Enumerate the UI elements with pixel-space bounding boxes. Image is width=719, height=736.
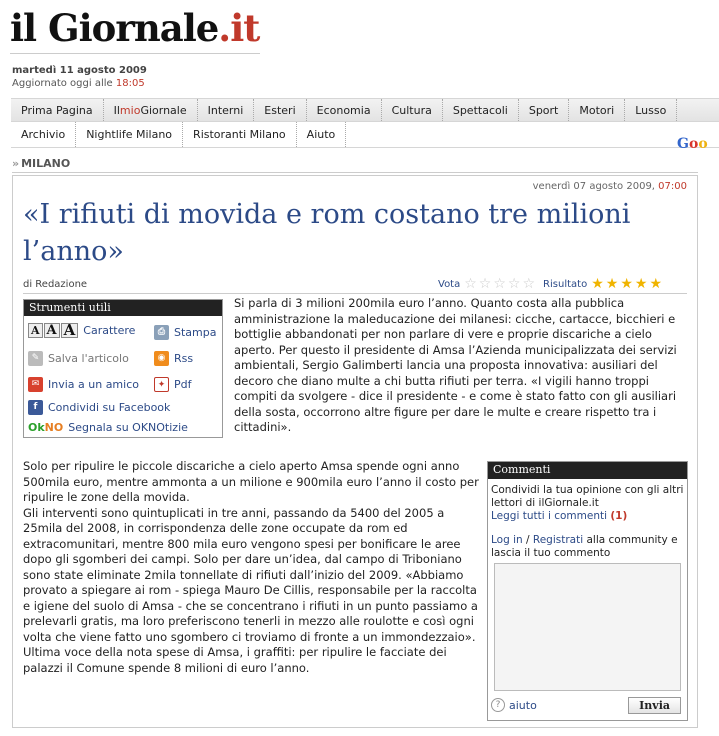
nav-spettacoli[interactable]: Spettacoli	[443, 99, 519, 121]
oknotizie-icon	[28, 421, 63, 434]
help-link[interactable]	[491, 698, 537, 712]
article-container	[12, 175, 698, 728]
article-date	[533, 181, 687, 192]
rss-icon: ◉	[154, 351, 169, 366]
vote-star-icon[interactable]: ☆	[507, 276, 521, 292]
facebook-icon: f	[28, 400, 43, 415]
okno-no-text: NO	[44, 421, 64, 434]
printer-icon: ⎙	[154, 325, 169, 340]
article-body-lower	[23, 459, 481, 676]
nav-motori[interactable]: Motori	[569, 99, 625, 121]
vote-star-icon[interactable]: ☆	[478, 276, 492, 292]
tools-box	[23, 299, 223, 438]
nav-row-secondary	[11, 122, 719, 148]
read-all-comments-link[interactable]: Leggi tutti i commenti	[491, 510, 608, 522]
send-comment-button[interactable]: Invia	[628, 697, 681, 714]
font-medium-button[interactable]: A	[44, 323, 60, 338]
vote-star-icon[interactable]: ☆	[493, 276, 506, 292]
current-date: martedì 11 agosto 2009	[12, 65, 147, 76]
article-headline: «I rifiuti di movida e rom costano tre milioni l’anno»	[23, 199, 631, 267]
breadcrumb-section[interactable]: MILANO	[21, 157, 71, 170]
byline-divider	[23, 293, 687, 294]
nav-nightlife-milano[interactable]: Nightlife Milano	[76, 122, 183, 147]
result-label: Risultato	[543, 278, 588, 290]
nav-interni[interactable]: Interni	[198, 99, 255, 121]
site-logo[interactable]	[10, 6, 259, 50]
pdf-label: Pdf	[174, 378, 192, 391]
google-logo-partial: Goo	[677, 136, 708, 152]
result-star-icon: ★	[620, 276, 633, 292]
nav-ilmiogiornale[interactable]	[104, 99, 198, 121]
comments-read-all	[491, 510, 685, 523]
article-time: 07:00	[658, 181, 687, 192]
comment-textarea[interactable]	[494, 563, 681, 691]
nav-lusso[interactable]: Lusso	[625, 99, 677, 121]
nav-sport[interactable]: Sport	[519, 99, 570, 121]
vote-star-icon[interactable]: ☆	[522, 276, 536, 292]
nav-ilmio-mid: mio	[119, 104, 141, 117]
login-link[interactable]: Log in	[491, 534, 523, 546]
community-text: alla community e lascia il tuo commento	[491, 534, 678, 559]
comments-login-line	[491, 534, 685, 560]
vote-star-icon[interactable]: ☆	[464, 276, 477, 292]
nav-economia[interactable]: Economia	[307, 99, 382, 121]
comments-box	[487, 461, 688, 721]
rss-link[interactable]	[154, 351, 193, 366]
updated-label: Aggiornato oggi alle	[12, 78, 113, 89]
print-link[interactable]	[154, 325, 216, 340]
breadcrumb	[12, 157, 70, 170]
vote-label: Vota	[438, 278, 461, 290]
oknotizie-link[interactable]	[28, 421, 188, 434]
result-star-icon: ★	[649, 276, 662, 292]
result-star-icon: ★	[591, 276, 604, 292]
article-paragraph: Si parla di 3 milioni 200mila euro l’anno. Quanto costa alla pubblica amministrazione la maleducazione dei milanesi: cicche, cartacce, bicchieri e bottiglie abbandonati per non parlare di vere e proprie discariche a cielo aperto. Per questo il presidente di Amsa l’Azienda municipalizzata dei servizi ambientali, Sergio Galimberti lancia una proposta innovativa: ausiliari del decoro che diano multe a chi butta rifiuti per terra. «I vigili hanno troppi compiti da svolgere - dice il presidente - e come è stato fatto con gli ausiliari della sosta, occorrono altre figure per dare le multe e creare rispetto tra i cittadini».	[234, 296, 677, 434]
people-icon: ✉	[28, 377, 43, 392]
article-paragraph: Gli interventi sono quintuplicati in tre anni, passando da 5400 del 2005 a 25mila del 2008, in corrispondenza delle zone occupate da rom ed extracomunitari, mentre 800 mila euro vengono spesi per bonificare le aree dopo gli sgomberi dei campi. Solo per dare un’idea, dal campo di Triboniano sono state eliminate 2mila tonnellate di rifiuti dall’inizio del 2009. «Abbiamo provato a spiegare ai rom - spiega Mauro De Cillis, responsabile per la raccolta e igiene del suolo di Amsa - che se concentrano i rifiuti in un punto passiamo a prelevarli gratis, ma loro preferiscono tenerli in mezzo alle roulotte e così ogni volta che viene fatto uno sgombero ci troviamo di fronte a un immondezzaio».	[23, 505, 478, 644]
result-star-icon: ★	[605, 276, 619, 292]
nav-ilmio-prefix: Il	[113, 104, 120, 117]
comments-intro: Condividi la tua opinione con gli altri lettori di ilGiornale.it	[491, 484, 684, 509]
article-byline: di Redazione	[23, 279, 88, 290]
facebook-label: Condividi su Facebook	[48, 401, 171, 414]
rating-bar	[438, 278, 662, 290]
help-label: aiuto	[509, 698, 537, 712]
pdf-icon: ✦	[154, 377, 169, 392]
comments-title: Commenti	[488, 462, 687, 479]
logo-tld: it	[230, 6, 260, 50]
breadcrumb-arrow-icon: »	[12, 157, 20, 170]
updated-line	[12, 78, 145, 89]
font-size-buttons	[28, 323, 78, 338]
updated-time: 18:05	[115, 78, 145, 89]
nav-ilmio-suffix: Giornale	[140, 104, 187, 117]
help-icon: ?	[491, 698, 505, 712]
rss-label: Rss	[174, 352, 194, 365]
save-label: Salva l'articolo	[48, 352, 129, 365]
font-size-tool	[28, 323, 135, 338]
main-nav	[11, 98, 719, 148]
comments-count: (1)	[610, 510, 628, 522]
save-article-link[interactable]	[28, 351, 129, 366]
nav-archivio[interactable]: Archivio	[11, 122, 76, 147]
send-to-friend-link[interactable]	[28, 377, 139, 392]
save-icon: ✎	[28, 351, 43, 366]
login-separator: /	[522, 534, 533, 546]
tools-title: Strumenti utili	[24, 300, 222, 316]
oknotizie-label: Segnala su OKNOtizie	[68, 421, 188, 434]
logo-divider	[10, 53, 260, 54]
nav-aiuto[interactable]: Aiuto	[297, 122, 347, 147]
result-star-icon: ★	[634, 276, 648, 292]
nav-esteri[interactable]: Esteri	[254, 99, 306, 121]
print-label: Stampa	[174, 326, 217, 339]
nav-prima-pagina[interactable]: Prima Pagina	[11, 99, 104, 121]
section-divider	[12, 172, 698, 173]
logo-text: il Giornale	[10, 6, 219, 50]
register-link[interactable]: Registrati	[532, 534, 584, 546]
font-small-button[interactable]: A	[28, 323, 43, 338]
article-date-text: venerdì 07 agosto 2009,	[532, 181, 655, 192]
nav-row-primary	[11, 98, 719, 122]
pdf-link[interactable]	[154, 377, 192, 392]
article-paragraph: Solo per ripulire le piccole discariche a cielo aperto Amsa spende ogni anno 500mila euro, mentre ammonta a un milione e 900mila euro l’anno il costo per ripulire le zone della movida.	[23, 459, 479, 504]
font-large-button[interactable]: A	[61, 323, 79, 338]
send-friend-label: Invia a un amico	[48, 378, 139, 391]
nav-cultura[interactable]: Cultura	[382, 99, 443, 121]
article-paragraph: Ultima voce della nota spese di Amsa, i graffiti: per ripulire le facciate dei palazzi il Comune spende 8 milioni di euro l’anno.	[23, 645, 447, 675]
okno-ok-text: Ok	[28, 421, 45, 434]
facebook-share-link[interactable]	[28, 400, 170, 415]
logo-dot: .	[218, 6, 231, 50]
font-size-label: Carattere	[83, 324, 136, 337]
nav-ristoranti-milano[interactable]: Ristoranti Milano	[183, 122, 297, 147]
